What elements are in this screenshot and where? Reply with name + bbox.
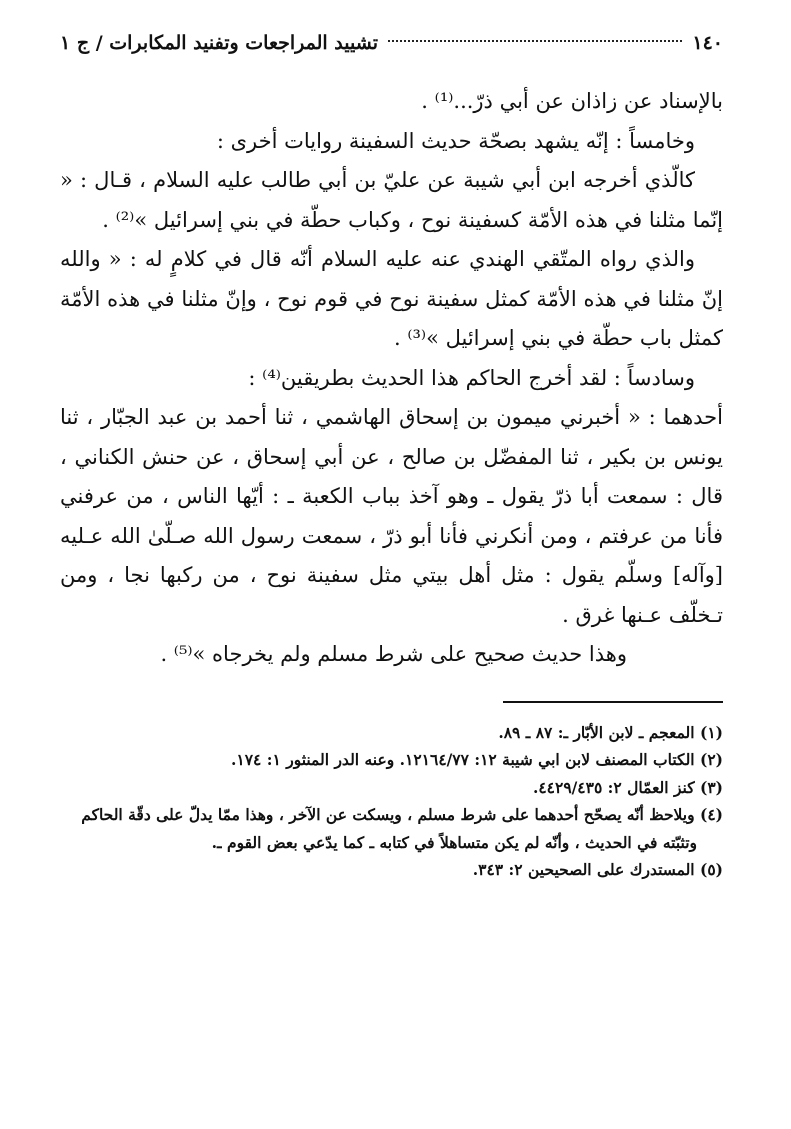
footnote-4: (٤) ويلاحظ أنّه يصحّح أحدهما على شرط مسلم ، ويسكت عن الآخر ، وهذا ممّا يدلّ على دقّة الحاكم <box>81 805 723 824</box>
body-text <box>60 82 723 675</box>
footnote-5: (٥) المستدرك على الصحيحين ٢: ٣٤٣. <box>472 860 723 879</box>
running-header <box>60 28 723 62</box>
paragraph-4: والذي رواه المتّقي الهندي عنه عليه السلام أنّه قال في كلامٍ له : « والله إنّ مثلنا في هذه الأمّة كمثل سفينة نوح في قوم نوح ، وإنّ مثلنا في هذه الأمّة كمثل باب حطّة في بني إسرائيل »⁽³⁾ . <box>60 247 723 350</box>
footnotes <box>60 719 723 884</box>
header-dot-leader <box>388 40 682 42</box>
paragraph-3: كالّذي أخرجه ابن أبي شيبة عن عليّ بن أبي طالب عليه السلام ، قـال : « إنّما مثلنا في هذه الأمّة كسفينة نوح ، وكباب حطّة في بني إسرائيل »⁽²⁾ . <box>60 168 723 232</box>
footnote-divider <box>503 701 723 703</box>
footnote-3: (٣) كنز العمّال ٢: ٤٤٢٩/٤٣٥. <box>532 777 723 797</box>
footnote-4-continued: وتثبّته في الحديث ، وأنّه لم يكن متساهلاً في كتابه ـ كما يدّعي بعض القوم ـ. <box>211 832 697 852</box>
book-title: تشييد المراجعات وتفنيد المكابرات / ج ١ <box>60 32 378 54</box>
paragraph-7: وهذا حديث صحيح على شرط مسلم ولم يخرجاه »⁽⁵⁾ . <box>160 642 627 666</box>
footnote-1: (١) المعجم ـ لابن الأبّار ـ: ٨٧ ـ ٨٩. <box>498 722 723 742</box>
paragraph-5: وسادساً : لقد أخرج الحاكم هذا الحديث بطريقين⁽⁴⁾ : <box>248 365 695 390</box>
footnote-2: (٢) الكتاب المصنف لابن ابي شيبة ١٢: ١٢١٦٤/٧٧. وعنه الدر المنثور ١: ١٧٤. <box>230 750 723 769</box>
paragraph-2: وخامساً : إنّه يشهد بصحّة حديث السفينة روايات أخرى : <box>216 128 695 153</box>
paragraph-6: أحدهما : « أخبرني ميمون بن إسحاق الهاشمي ، ثنا أحمد بن عبد الجبّار ، ثنا يونس بن بكير ، ثنا المفضّل بن صالح ، عن أبي إسحاق ، عن حنش الكناني ، قال : سمعت أبا ذرّ يقول ـ وهو آخذ بباب الكعبة ـ : أيّها الناس ، من عرفني فأنا من عرفتم ، ومن أنكرني فأنا أبو ذرّ ، سمعت رسول الله صـلّىٰ الله عـليه [وآله] وسلّم يقول : مثل أهل بيتي مثل سفينة نوح ، من ركبها نجا ، ومن تـخلّف عـنها غرق . <box>60 405 723 627</box>
book-page <box>60 28 723 1089</box>
paragraph-1: بالإسناد عن زاذان عن أبي ذرّ...⁽¹⁾ . <box>421 89 723 113</box>
page-number: ١٤٠ <box>692 32 723 54</box>
